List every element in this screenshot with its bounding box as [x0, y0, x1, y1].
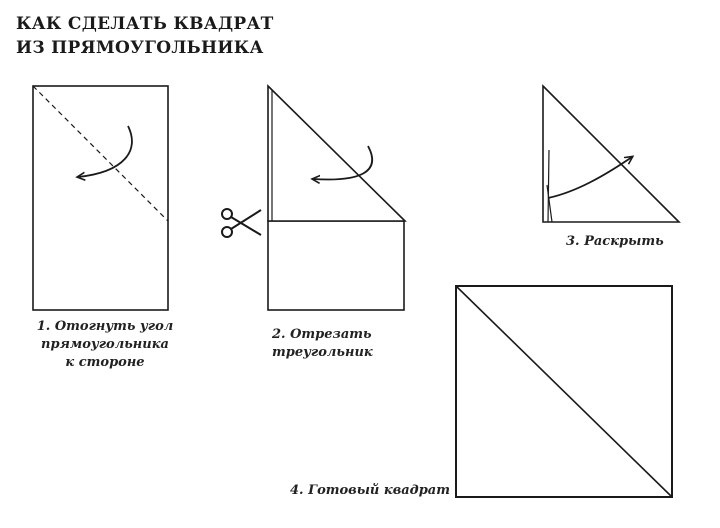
step1-fold-line: [33, 86, 168, 221]
step3-triangle: [543, 86, 679, 222]
curved-arrow-icon: [78, 126, 132, 177]
step4-figure: [456, 286, 672, 497]
scissors-icon: [222, 209, 261, 237]
step3-inner-edge: [548, 150, 549, 222]
step2-remaining-rectangle: [268, 221, 404, 310]
step2-folded-triangle: [268, 86, 405, 221]
step1-caption-line: 1. Отогнуть угол: [36, 319, 174, 334]
step1-caption-line: к стороне: [65, 355, 145, 370]
step1-caption: [30, 318, 180, 372]
step2-figure: [222, 86, 405, 310]
step4-caption-line: 4. Готовый квадрат: [290, 483, 450, 498]
step3-caption-line: 3. Раскрыть: [566, 234, 664, 249]
step2-caption: [272, 326, 373, 362]
step1-figure: [33, 86, 168, 310]
step1-rectangle: [33, 86, 168, 310]
step2-caption-line: 2. Отрезать: [272, 327, 372, 342]
title-line-1: КАК СДЕЛАТЬ КВАДРАТ: [16, 14, 274, 34]
title-line-2: ИЗ ПРЯМОУГОЛЬНИКА: [16, 38, 264, 58]
step4-diagonal: [456, 286, 672, 497]
step4-caption: [290, 482, 450, 500]
step2-caption-line: треугольник: [272, 345, 373, 360]
step3-figure: [543, 86, 679, 222]
step3-caption: [566, 233, 664, 251]
step1-caption-line: прямоугольника: [41, 337, 169, 352]
